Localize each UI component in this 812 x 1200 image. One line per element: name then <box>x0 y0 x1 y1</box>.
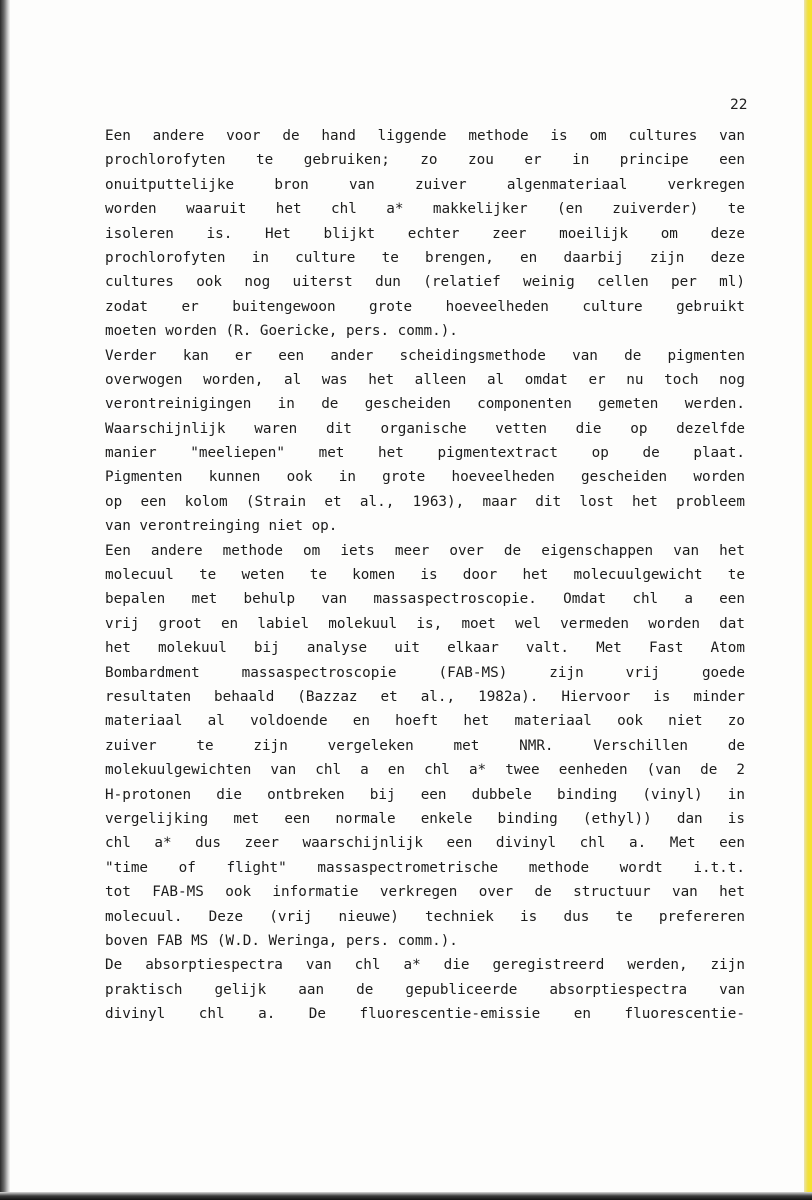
text-line: Bombardment massaspectroscopie (FAB-MS) zijn vrij goede <box>105 664 745 681</box>
text-line: worden waaruit het chl a* makkelijker (en zuiverder) te <box>105 201 745 218</box>
text-line: De absorptiespectra van chl a* die geregistreerd werden, zijn <box>105 957 745 974</box>
text-line: molecuul. Deze (vrij nieuwe) techniek is dus te prefereren <box>105 908 745 925</box>
text-line: praktisch gelijk aan de gepubliceerde absorptiespectra van <box>105 981 745 998</box>
text-line: het molekuul bij analyse uit elkaar valt. Met Fast Atom <box>105 640 745 657</box>
text-line: op een kolom (Strain et al., 1963), maar dit lost het probleem <box>105 493 745 510</box>
text-line: vergelijking met een normale enkele binding (ethyl)) dan is <box>105 810 745 827</box>
text-line: materiaal al voldoende en hoeft het materiaal ook niet zo <box>105 713 745 730</box>
text-line: cultures ook nog uiterst dun (relatief weinig cellen per ml) <box>105 274 745 291</box>
text-line: Pigmenten kunnen ook in grote hoeveelheden gescheiden worden <box>105 469 745 486</box>
text-line: Een andere voor de hand liggende methode is om cultures van <box>105 128 745 144</box>
text-line: Een andere methode om iets meer over de eigenschappen van het <box>105 542 745 559</box>
text-line: onuitputtelijke bron van zuiver algenmateriaal verkregen <box>105 176 745 193</box>
text-line: zodat er buitengewoon grote hoeveelheden culture gebruikt <box>105 298 745 315</box>
text-line: zuiver te zijn vergeleken met NMR. Verschillen de <box>105 737 745 754</box>
text-line: van verontreinging niet op. <box>105 518 338 535</box>
text-line: verontreinigingen in de gescheiden componenten gemeten werden. <box>105 396 745 413</box>
page-right-edge <box>804 0 812 1200</box>
text-line: vrij groot en labiel molekuul is, moet wel vermeden worden dat <box>105 615 745 632</box>
text-line: Waarschijnlijk waren dit organische vetten die op dezelfde <box>105 420 745 437</box>
text-line: molekuulgewichten van chl a en chl a* twee eenheden (van de 2 <box>105 762 745 779</box>
text-line: H-protonen die ontbreken bij een dubbele binding (vinyl) in <box>105 786 745 803</box>
text-line: divinyl chl a. De fluorescentie-emissie en fluorescentie- <box>105 1006 745 1023</box>
text-line: bepalen met behulp van massaspectroscopie. Omdat chl a een <box>105 591 745 608</box>
text-line: chl a* dus zeer waarschijnlijk een divinyl chl a. Met een <box>105 835 745 852</box>
page-binding-edge <box>0 0 10 1200</box>
text-line: manier "meeliepen" met het pigmentextract op de plaat. <box>105 445 745 462</box>
text-line: resultaten behaald (Bazzaz et al., 1982a). Hiervoor is minder <box>105 688 745 705</box>
text-line: overwogen worden, al was het alleen al omdat er nu toch nog <box>105 371 745 388</box>
text-line: molecuul te weten te komen is door het molecuulgewicht te <box>105 567 745 584</box>
text-line: boven FAB MS (W.D. Weringa, pers. comm.). <box>105 932 458 949</box>
page-bottom-edge <box>0 1192 812 1200</box>
text-line: tot FAB-MS ook informatie verkregen over de structuur van het <box>105 884 745 901</box>
text-line: prochlorofyten te gebruiken; zo zou er in principe een <box>105 152 745 169</box>
text-line: Verder kan er een ander scheidingsmethode van de pigmenten <box>105 347 745 364</box>
body-text <box>105 124 745 1026</box>
text-line: "time of flight" massaspectrometrische methode wordt i.t.t. <box>105 859 745 876</box>
text-line: prochlorofyten in culture te brengen, en daarbij zijn deze <box>105 249 745 266</box>
text-line: isoleren is. Het blijkt echter zeer moeilijk om deze <box>105 225 745 242</box>
page-number: 22 <box>730 97 748 113</box>
text-line: moeten worden (R. Goericke, pers. comm.). <box>105 323 458 340</box>
